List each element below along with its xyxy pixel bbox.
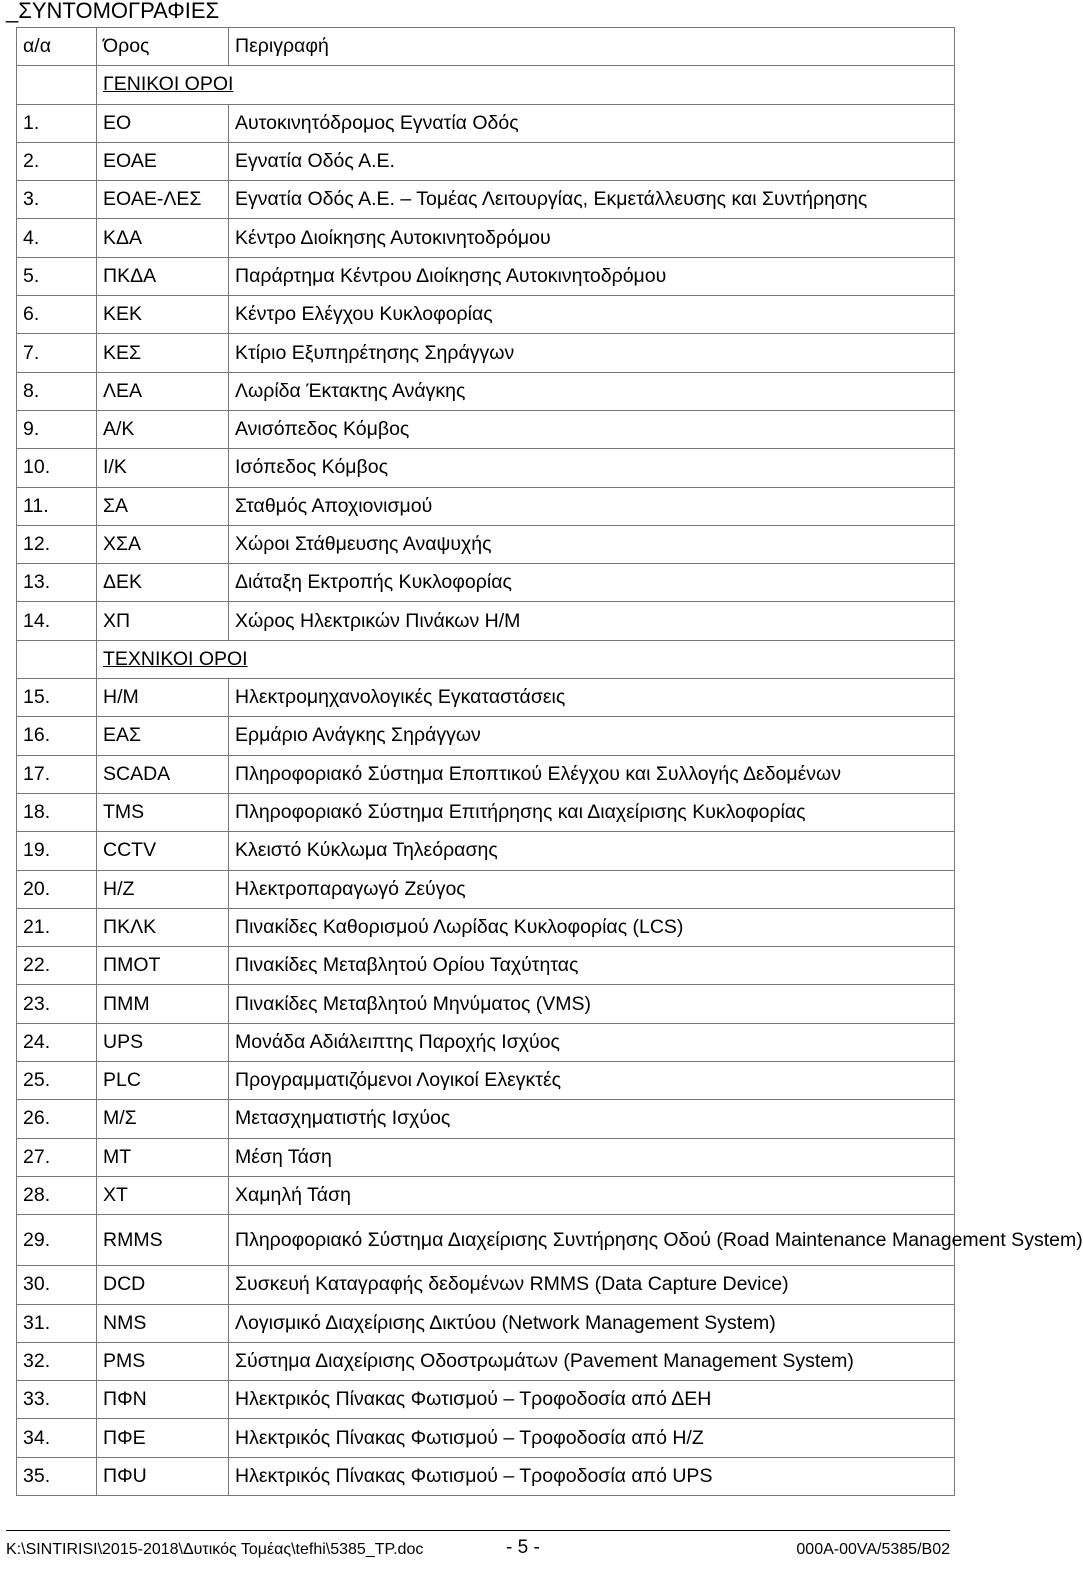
row-term: TMS xyxy=(97,793,229,831)
section-heading xyxy=(97,640,955,678)
row-term: ΧΣΑ xyxy=(97,525,229,563)
row-description: Πληροφοριακό Σύστημα Εποπτικού Ελέγχου και Συλλογής Δεδομένων xyxy=(229,755,955,793)
row-term: Μ/Σ xyxy=(97,1100,229,1138)
row-term: ΠΚΔΑ xyxy=(97,257,229,295)
row-term: ΣΑ xyxy=(97,487,229,525)
table-row xyxy=(17,1023,955,1061)
row-term: Η/Μ xyxy=(97,679,229,717)
table-row xyxy=(17,564,955,602)
table-row xyxy=(17,947,955,985)
row-term: ΠΜΟΤ xyxy=(97,947,229,985)
table-row xyxy=(17,793,955,831)
row-index: 28. xyxy=(17,1176,97,1214)
row-term: ΚΔΑ xyxy=(97,219,229,257)
row-description: Χαμηλή Τάση xyxy=(229,1176,955,1214)
row-index: 20. xyxy=(17,870,97,908)
table-row xyxy=(17,487,955,525)
row-description: Μέση Τάση xyxy=(229,1138,955,1176)
title-prefix: _ xyxy=(6,0,19,23)
row-description: Ηλεκτρικός Πίνακας Φωτισμού – Τροφοδοσία από UPS xyxy=(229,1457,955,1495)
row-description: Ηλεκτρικός Πίνακας Φωτισμού – Τροφοδοσία από ΔΕΗ xyxy=(229,1381,955,1419)
row-term: ΧΤ xyxy=(97,1176,229,1214)
row-term: PLC xyxy=(97,1062,229,1100)
row-description: Λωρίδα Έκτακτης Ανάγκης xyxy=(229,372,955,410)
section-heading-text: ΓΕΝΙΚΟΙ ΟΡΟΙ xyxy=(103,73,234,96)
row-term: ΠΚΛΚ xyxy=(97,908,229,946)
row-index: 14. xyxy=(17,602,97,640)
row-index: 11. xyxy=(17,487,97,525)
row-term: ΛΕΑ xyxy=(97,372,229,410)
abbreviations-table xyxy=(16,27,1083,1496)
row-index: 6. xyxy=(17,296,97,334)
header-index: α/α xyxy=(17,28,97,66)
row-description: Εγνατία Οδός Α.Ε. xyxy=(229,142,955,180)
row-index: 1. xyxy=(17,104,97,142)
footer-file-path: K:\SINTIRISI\2015-2018\Δυτικός Τομέας\tefhi\5385_TP.doc xyxy=(6,1541,424,1558)
table-row xyxy=(17,181,955,219)
row-index: 30. xyxy=(17,1266,97,1304)
table-row xyxy=(17,449,955,487)
table-row xyxy=(17,296,955,334)
table-row xyxy=(17,1215,955,1266)
row-description: Χώρος Ηλεκτρικών Πινάκων Η/Μ xyxy=(229,602,955,640)
table-row xyxy=(17,985,955,1023)
row-description: Ερμάριο Ανάγκης Σηράγγων xyxy=(229,717,955,755)
row-index: 17. xyxy=(17,755,97,793)
row-description: Ηλεκτρικός Πίνακας Φωτισμού – Τροφοδοσία από Η/Ζ xyxy=(229,1419,955,1457)
row-description: Παράρτημα Κέντρου Διοίκησης Αυτοκινητοδρόμου xyxy=(229,257,955,295)
row-index: 32. xyxy=(17,1342,97,1380)
table-row xyxy=(17,1138,955,1176)
table-row xyxy=(17,372,955,410)
row-index: 8. xyxy=(17,372,97,410)
section-empty-cell xyxy=(17,640,97,678)
row-description: Πινακίδες Μεταβλητού Ορίου Ταχύτητας xyxy=(229,947,955,985)
section-empty-cell xyxy=(17,66,97,104)
row-description: Πληροφοριακό Σύστημα Διαχείρισης Συντήρησης Οδού (Road Maintenance Management System) xyxy=(229,1215,955,1266)
row-term: PMS xyxy=(97,1342,229,1380)
row-index: 16. xyxy=(17,717,97,755)
table-row xyxy=(17,104,955,142)
row-description: Ισόπεδος Κόμβος xyxy=(229,449,955,487)
row-term: SCADA xyxy=(97,755,229,793)
section-heading xyxy=(97,66,955,104)
row-index: 12. xyxy=(17,525,97,563)
row-term: ΠΦΝ xyxy=(97,1381,229,1419)
row-term: ΕΟΑΕ xyxy=(97,142,229,180)
table-row xyxy=(17,602,955,640)
row-term: ΕΟΑΕ-ΛΕΣ xyxy=(97,181,229,219)
section-heading-text: ΤΕΧΝΙΚΟΙ ΟΡΟΙ xyxy=(103,647,248,670)
row-term: ΠΦΕ xyxy=(97,1419,229,1457)
row-description: Ανισόπεδος Κόμβος xyxy=(229,410,955,448)
row-term: NMS xyxy=(97,1304,229,1342)
row-index: 3. xyxy=(17,181,97,219)
row-index: 26. xyxy=(17,1100,97,1138)
row-index: 19. xyxy=(17,832,97,870)
row-term: Η/Ζ xyxy=(97,870,229,908)
row-index: 35. xyxy=(17,1457,97,1495)
row-term: Α/Κ xyxy=(97,410,229,448)
table-row xyxy=(17,908,955,946)
table-row xyxy=(17,870,955,908)
row-term: ΜΤ xyxy=(97,1138,229,1176)
document-title xyxy=(6,0,219,24)
table-row xyxy=(17,525,955,563)
row-term: DCD xyxy=(97,1266,229,1304)
row-term: UPS xyxy=(97,1023,229,1061)
row-description: Πινακίδες Μεταβλητού Μηνύματος (VMS) xyxy=(229,985,955,1023)
row-description: Πληροφοριακό Σύστημα Επιτήρησης και Διαχείρισης Κυκλοφορίας xyxy=(229,793,955,831)
row-description: Συσκευή Καταγραφής δεδομένων RMMS (Data Capture Device) xyxy=(229,1266,955,1304)
row-description: Ηλεκτρομηχανολογικές Εγκαταστάσεις xyxy=(229,679,955,717)
table-body xyxy=(17,66,1083,1496)
row-term: ΕΟ xyxy=(97,104,229,142)
table-row xyxy=(17,257,955,295)
section-heading-row xyxy=(17,66,955,104)
row-description: Σταθμός Αποχιονισμού xyxy=(229,487,955,525)
table-header-row xyxy=(17,28,955,66)
row-description: Κέντρο Ελέγχου Κυκλοφορίας xyxy=(229,296,955,334)
table-row xyxy=(17,334,955,372)
table-row xyxy=(17,1342,955,1380)
row-index: 13. xyxy=(17,564,97,602)
table-row xyxy=(17,679,955,717)
row-index: 27. xyxy=(17,1138,97,1176)
table-row xyxy=(17,1176,955,1214)
table-row xyxy=(17,142,955,180)
row-description: Εγνατία Οδός Α.Ε. – Τομέας Λειτουργίας, Εκμετάλλευσης και Συντήρησης xyxy=(229,181,955,219)
section-heading-row xyxy=(17,640,955,678)
table-row xyxy=(17,410,955,448)
row-description: Μονάδα Αδιάλειπτης Παροχής Ισχύος xyxy=(229,1023,955,1061)
table-row xyxy=(17,1100,955,1138)
row-index: 33. xyxy=(17,1381,97,1419)
row-description: Κλειστό Κύκλωμα Τηλεόρασης xyxy=(229,832,955,870)
row-term: ΔΕΚ xyxy=(97,564,229,602)
row-index: 15. xyxy=(17,679,97,717)
table-row xyxy=(17,1457,955,1495)
row-term: ΚΕΚ xyxy=(97,296,229,334)
row-description: Λογισμικό Διαχείρισης Δικτύου (Network Management System) xyxy=(229,1304,955,1342)
row-index: 10. xyxy=(17,449,97,487)
row-term: ΠΦU xyxy=(97,1457,229,1495)
row-index: 9. xyxy=(17,410,97,448)
row-index: 4. xyxy=(17,219,97,257)
table-row xyxy=(17,1304,955,1342)
row-term: ΕΑΣ xyxy=(97,717,229,755)
row-index: 5. xyxy=(17,257,97,295)
row-index: 22. xyxy=(17,947,97,985)
row-description: Χώροι Στάθμευσης Αναψυχής xyxy=(229,525,955,563)
row-index: 23. xyxy=(17,985,97,1023)
row-description: Διάταξη Εκτροπής Κυκλοφορίας xyxy=(229,564,955,602)
table-row xyxy=(17,1381,955,1419)
row-description: Αυτοκινητόδρομος Εγνατία Οδός xyxy=(229,104,955,142)
row-term: ΚΕΣ xyxy=(97,334,229,372)
row-description: Μετασχηματιστής Ισχύος xyxy=(229,1100,955,1138)
row-description: Πινακίδες Καθορισμού Λωρίδας Κυκλοφορίας (LCS) xyxy=(229,908,955,946)
row-index: 25. xyxy=(17,1062,97,1100)
row-term: Ι/Κ xyxy=(97,449,229,487)
header-description: Περιγραφή xyxy=(229,28,955,66)
row-description: Κέντρο Διοίκησης Αυτοκινητοδρόμου xyxy=(229,219,955,257)
table-row xyxy=(17,832,955,870)
footer-page-number: - 5 - xyxy=(506,1537,540,1558)
row-term: ΧΠ xyxy=(97,602,229,640)
row-index: 29. xyxy=(17,1215,97,1266)
table-row xyxy=(17,1419,955,1457)
table-row xyxy=(17,1062,955,1100)
row-term: CCTV xyxy=(97,832,229,870)
row-index: 18. xyxy=(17,793,97,831)
row-description: Προγραμματιζόμενοι Λογικοί Ελεγκτές xyxy=(229,1062,955,1100)
table-row xyxy=(17,1266,955,1304)
table-row xyxy=(17,717,955,755)
row-description: Σύστημα Διαχείρισης Οδοστρωμάτων (Pavement Management System) xyxy=(229,1342,955,1380)
title-text: ΣΥΝΤΟΜΟΓΡΑΦΙΕΣ xyxy=(18,0,220,23)
page-footer xyxy=(6,1530,950,1567)
row-description: Κτίριο Εξυπηρέτησης Σηράγγων xyxy=(229,334,955,372)
row-term: RMMS xyxy=(97,1215,229,1266)
footer-document-code: 000A-00VA/5385/B02 xyxy=(796,1541,950,1558)
table-row xyxy=(17,755,955,793)
row-index: 31. xyxy=(17,1304,97,1342)
header-term: Όρος xyxy=(97,28,229,66)
row-index: 34. xyxy=(17,1419,97,1457)
row-description: Ηλεκτροπαραγωγό Ζεύγος xyxy=(229,870,955,908)
table-row xyxy=(17,219,955,257)
row-index: 24. xyxy=(17,1023,97,1061)
row-term: ΠΜΜ xyxy=(97,985,229,1023)
row-index: 2. xyxy=(17,142,97,180)
row-index: 7. xyxy=(17,334,97,372)
row-index: 21. xyxy=(17,908,97,946)
